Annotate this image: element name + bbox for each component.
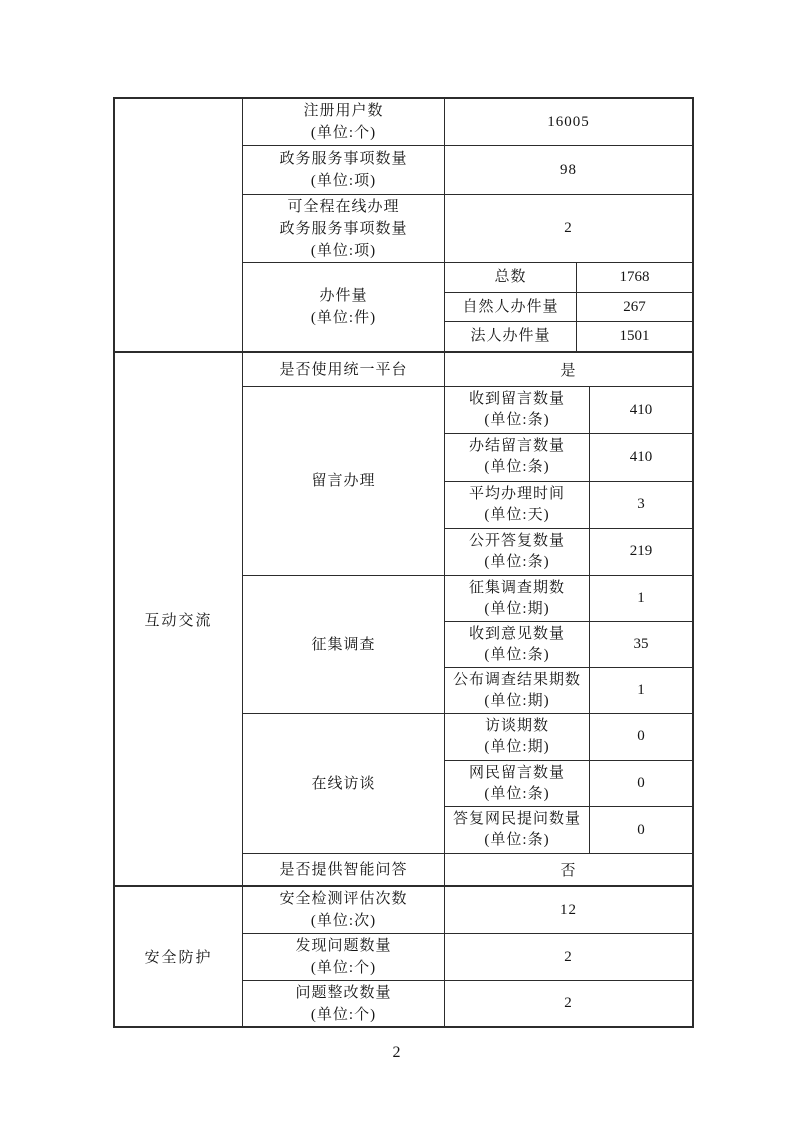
label-unit: (单位:次) — [310, 913, 377, 929]
subitem-name-cell — [445, 668, 590, 713]
subitem-unit: (单位:条) — [484, 832, 550, 849]
subitem-unit: (单位:天) — [484, 506, 550, 523]
table-section-services — [115, 99, 692, 351]
table-row — [243, 386, 692, 575]
subitem-label: 网民留言数量 — [468, 764, 565, 781]
label-line: 办件量 — [319, 288, 368, 304]
table-row — [243, 853, 692, 885]
label-cell-issues-fixed — [243, 981, 445, 1026]
subitem-label: 征集调查期数 — [468, 579, 565, 596]
value-cell: 0 — [637, 821, 645, 838]
subitem-unit: (单位:条) — [484, 553, 550, 570]
subitem-label: 访谈期数 — [484, 717, 549, 734]
label-line: 是否提供智能问答 — [279, 861, 408, 878]
page-number: 2 — [392, 1044, 401, 1061]
subitem-label: 法人办件量 — [470, 328, 551, 345]
table-subrow — [445, 806, 692, 853]
value-cell: 267 — [623, 298, 646, 315]
table-row — [243, 262, 692, 351]
label-line: 是否使用统一平台 — [279, 361, 408, 378]
table-row — [243, 575, 692, 713]
subitem-label: 收到意见数量 — [468, 625, 565, 642]
label-cell-online-interview — [243, 714, 445, 853]
subitem-label: 公布调查结果期数 — [452, 671, 581, 688]
value-cell: 35 — [633, 636, 649, 652]
label-line: 政务服务事项数量 — [279, 151, 408, 167]
label-cell-smart-qa — [243, 854, 445, 885]
label-line: 发现问题数量 — [295, 938, 392, 954]
value-cell: 1501 — [619, 328, 650, 345]
subitem-label: 办结留言数量 — [468, 438, 565, 455]
subitem-unit: (单位:条) — [484, 412, 550, 429]
table-subrow — [445, 714, 692, 760]
value-cell: 219 — [629, 543, 653, 560]
label-line: 安全检测评估次数 — [279, 891, 408, 907]
subitem-unit: (单位:期) — [484, 738, 550, 755]
value-cell: 是 — [560, 363, 577, 379]
label-unit: (单位:项) — [310, 242, 377, 259]
table-subrow — [445, 292, 692, 322]
label-line: 在线访谈 — [311, 775, 376, 792]
label-cell-unified-platform — [243, 353, 445, 386]
subitem-label: 自然人办件量 — [462, 298, 559, 315]
value-cell: 410 — [629, 401, 653, 418]
value-cell: 2 — [564, 220, 573, 236]
label-unit: (单位:个) — [310, 960, 377, 976]
label-line: 政务服务事项数量 — [279, 220, 408, 237]
label-unit: (单位:个) — [310, 125, 377, 141]
table-subrow — [445, 667, 692, 713]
category-cell-interaction: 互动交流 — [115, 353, 243, 885]
table-subrow — [445, 760, 692, 807]
table-subrow — [445, 528, 692, 575]
table-subrow — [445, 263, 692, 292]
subitem-unit: (单位:条) — [484, 785, 550, 802]
table-subrow — [445, 321, 692, 351]
subitem-unit: (单位:条) — [484, 646, 550, 663]
label-cell-case-volume — [243, 263, 445, 351]
subitem-name-cell — [445, 434, 590, 480]
value-cell: 0 — [637, 728, 645, 745]
label-unit: (单位:个) — [310, 1006, 377, 1023]
report-table — [113, 97, 694, 1028]
value-cell: 12 — [560, 901, 577, 918]
category-cell-empty — [115, 99, 243, 351]
value-cell: 98 — [560, 161, 577, 178]
subitem-name-cell — [445, 761, 590, 807]
value-cell: 2 — [564, 995, 573, 1011]
subitem-name-cell — [445, 322, 577, 351]
subitem-name-cell — [445, 807, 590, 853]
value-cell: 410 — [629, 448, 653, 465]
subitem-name-cell — [445, 622, 590, 667]
category-cell-security: 安全防护 — [115, 887, 243, 1026]
label-cell-service-items — [243, 146, 445, 194]
label-cell-registered-users — [243, 99, 445, 145]
label-cell-message-handling — [243, 387, 445, 575]
table-row — [243, 145, 692, 194]
subitem-name-cell — [445, 576, 590, 621]
subitem-unit: (单位:条) — [484, 459, 550, 476]
label-line: 可全程在线办理 — [287, 198, 400, 215]
value-cell: 1768 — [619, 268, 650, 285]
table-row — [243, 980, 692, 1026]
table-section-security — [115, 885, 692, 1026]
label-line: 征集调查 — [311, 636, 376, 653]
subitem-name-cell — [445, 263, 577, 292]
value-cell: 2 — [564, 948, 573, 965]
value-cell: 0 — [637, 775, 645, 791]
label-line: 注册用户数 — [303, 103, 384, 119]
table-row — [243, 887, 692, 933]
subitem-name-cell — [445, 482, 590, 528]
table-row — [243, 933, 692, 980]
value-cell: 1 — [637, 590, 645, 606]
subitem-name-cell — [445, 529, 590, 575]
table-row — [243, 713, 692, 853]
subitem-unit: (单位:期) — [484, 600, 550, 617]
label-cell-survey — [243, 576, 445, 713]
value-cell: 3 — [637, 496, 645, 513]
label-unit: (单位:项) — [310, 173, 377, 189]
label-cell-issues-found — [243, 934, 445, 980]
subitem-name-cell — [445, 714, 590, 760]
value-cell: 否 — [560, 863, 577, 879]
label-line: 问题整改数量 — [295, 984, 392, 1001]
value-cell: 16005 — [547, 113, 590, 130]
subitem-name-cell — [445, 387, 590, 433]
subitem-label: 平均办理时间 — [468, 485, 565, 502]
table-section-interaction — [115, 351, 692, 885]
table-subrow — [445, 576, 692, 621]
subitem-name-cell — [445, 293, 577, 322]
value-cell: 1 — [637, 682, 645, 698]
table-row — [243, 194, 692, 262]
table-row — [243, 99, 692, 145]
table-subrow — [445, 387, 692, 433]
table-subrow — [445, 433, 692, 480]
subitem-label: 公开答复数量 — [468, 532, 565, 549]
label-cell-online-service-items — [243, 195, 445, 262]
subitem-unit: (单位:期) — [484, 692, 550, 709]
subitem-label: 答复网民提问数量 — [452, 811, 581, 828]
label-line: 留言办理 — [311, 473, 376, 489]
label-cell-security-checks — [243, 887, 445, 933]
table-subrow — [445, 621, 692, 667]
table-row — [243, 353, 692, 386]
table-subrow — [445, 481, 692, 528]
subitem-label: 收到留言数量 — [468, 391, 565, 408]
label-unit: (单位:件) — [310, 310, 377, 326]
subitem-label: 总数 — [494, 268, 527, 285]
